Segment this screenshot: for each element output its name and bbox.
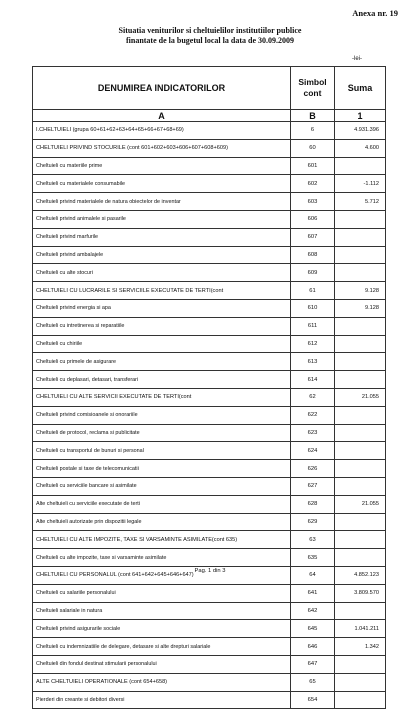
table-row: [33, 228, 386, 246]
column-letter-code: B: [291, 110, 335, 122]
table-row: [33, 264, 386, 282]
row-name-cell: Cheltuieli privind asigurarile sociale: [33, 620, 291, 638]
row-code-cell: 65: [291, 673, 335, 691]
row-name-cell: Cheltuieli cu primele de asigurare: [33, 353, 291, 371]
row-code-cell: 626: [291, 460, 335, 478]
table-row: [33, 299, 386, 317]
row-code-cell: 60: [291, 139, 335, 157]
row-amount-cell: 5.712: [335, 193, 386, 211]
table-row: [33, 406, 386, 424]
row-name-cell: ALTE CHELTUIELI OPERATIONALE (cont 654+658): [33, 673, 291, 691]
document-title: [0, 26, 420, 46]
table-row: [33, 584, 386, 602]
row-name-cell: Cheltuieli privind animalele si pasarile: [33, 210, 291, 228]
row-name-cell: Cheltuieli din fondul destinat stimularii personalului: [33, 655, 291, 673]
row-amount-cell: 21.055: [335, 388, 386, 406]
table-row: [33, 602, 386, 620]
table-row: [33, 477, 386, 495]
row-name-cell: Cheltuieli privind ambalajele: [33, 246, 291, 264]
table-row: [33, 531, 386, 549]
row-code-cell: 606: [291, 210, 335, 228]
row-code-cell: 629: [291, 513, 335, 531]
row-name-cell: CHELTUIELI CU LUCRARILE SI SERVICIILE EXECUTATE DE TERTI(cont: [33, 282, 291, 300]
row-name-cell: Cheltuieli cu intretinerea si reparatiile: [33, 317, 291, 335]
table-row: [33, 282, 386, 300]
row-name-cell: CHELTUIELI CU ALTE SERVICII EXECUTATE DE TERTI(cont: [33, 388, 291, 406]
row-code-cell: 641: [291, 584, 335, 602]
row-code-cell: 654: [291, 691, 335, 709]
row-amount-cell: [335, 406, 386, 424]
row-amount-cell: [335, 460, 386, 478]
row-amount-cell: [335, 371, 386, 389]
table-row: [33, 691, 386, 709]
table-row: [33, 673, 386, 691]
row-amount-cell: [335, 264, 386, 282]
table-row: [33, 122, 386, 140]
row-amount-cell: [335, 549, 386, 567]
row-name-cell: Pierderi din creante si debitori diversi: [33, 691, 291, 709]
row-amount-cell: [335, 335, 386, 353]
row-amount-cell: -1.112: [335, 175, 386, 193]
row-name-cell: Cheltuieli privind materialele de natura obiectelor de inventar: [33, 193, 291, 211]
page-number: Pag. 1 din 3: [194, 568, 226, 574]
title-line-2: finantate de la bugetul local la data de 30.09.2009: [125, 36, 294, 45]
table-row: [33, 549, 386, 567]
row-amount-cell: [335, 228, 386, 246]
row-amount-cell: 4.852.123: [335, 566, 386, 584]
row-amount-cell: [335, 246, 386, 264]
table-row: [33, 388, 386, 406]
row-name-cell: Alte cheltuieli autorizate prin dispozitii legale: [33, 513, 291, 531]
row-amount-cell: [335, 317, 386, 335]
table-row: [33, 495, 386, 513]
row-name-cell: Cheltuieli cu serviciile bancare si asimilate: [33, 477, 291, 495]
row-code-cell: 63: [291, 531, 335, 549]
row-name-cell: CHELTUIELI PRIVIND STOCURILE (cont 601+602+603+606+607+608+609): [33, 139, 291, 157]
annex-number: Anexa nr. 19: [352, 8, 398, 18]
table-row: [33, 210, 386, 228]
row-amount-cell: [335, 442, 386, 460]
row-name-cell: CHELTUIELI CU ALTE IMPOZITE, TAXE SI VARSAMINTE ASIMILATE(cont 635): [33, 531, 291, 549]
row-amount-cell: [335, 424, 386, 442]
row-name-cell: Cheltuieli cu transportul de bunuri si personal: [33, 442, 291, 460]
row-code-cell: 635: [291, 549, 335, 567]
row-amount-cell: 1.041.211: [335, 620, 386, 638]
row-code-cell: 603: [291, 193, 335, 211]
column-letter-amount: 1: [335, 110, 386, 122]
row-amount-cell: [335, 602, 386, 620]
row-amount-cell: [335, 477, 386, 495]
row-amount-cell: [335, 531, 386, 549]
row-code-cell: 607: [291, 228, 335, 246]
row-amount-cell: 4.931.396: [335, 122, 386, 140]
row-name-cell: Cheltuieli privind energia si apa: [33, 299, 291, 317]
row-amount-cell: [335, 210, 386, 228]
row-name-cell: Cheltuieli postale si taxe de telecomunicatii: [33, 460, 291, 478]
row-name-cell: Cheltuieli cu chiriile: [33, 335, 291, 353]
row-name-cell: Cheltuieli de protocol, reclama si publicitate: [33, 424, 291, 442]
row-code-cell: 610: [291, 299, 335, 317]
title-line-1: Situatia veniturilor si cheltuielilor institutiilor publice: [118, 26, 302, 35]
table-row: [33, 460, 386, 478]
row-code-cell: 612: [291, 335, 335, 353]
column-header-amount: Suma: [335, 67, 386, 110]
indicators-table: [32, 66, 386, 709]
table-row: [33, 157, 386, 175]
row-name-cell: Cheltuieli cu materiile prime: [33, 157, 291, 175]
row-code-cell: 61: [291, 282, 335, 300]
table-row: [33, 193, 386, 211]
row-amount-cell: [335, 691, 386, 709]
row-amount-cell: 9.128: [335, 299, 386, 317]
table-row: [33, 246, 386, 264]
column-header-name: DENUMIREA INDICATORILOR: [33, 67, 291, 110]
row-name-cell: Cheltuieli salariale in natura: [33, 602, 291, 620]
row-code-cell: 645: [291, 620, 335, 638]
row-code-cell: 611: [291, 317, 335, 335]
row-code-cell: 623: [291, 424, 335, 442]
row-name-cell: Cheltuieli cu materialele consumabile: [33, 175, 291, 193]
row-name-cell: Cheltuieli cu deplasari, detasari, transferari: [33, 371, 291, 389]
currency-unit: -lei-: [352, 56, 362, 62]
row-name-cell: I.CHELTUIELI (grupa 60+61+62+63+64+65+66+67+68+69): [33, 122, 291, 140]
row-name-cell: Alte cheltuieli cu serviciile executate de terti: [33, 495, 291, 513]
row-amount-cell: 4.600: [335, 139, 386, 157]
row-code-cell: 6: [291, 122, 335, 140]
row-amount-cell: 3.809.570: [335, 584, 386, 602]
table-row: [33, 620, 386, 638]
row-code-cell: 64: [291, 566, 335, 584]
row-amount-cell: 21.055: [335, 495, 386, 513]
row-amount-cell: [335, 655, 386, 673]
row-code-cell: 613: [291, 353, 335, 371]
table-row: [33, 371, 386, 389]
row-amount-cell: 1.342: [335, 638, 386, 656]
column-header-code: Simbol cont: [291, 67, 335, 110]
row-amount-cell: [335, 673, 386, 691]
row-code-cell: 646: [291, 638, 335, 656]
row-name-cell: Cheltuieli cu salariile personalului: [33, 584, 291, 602]
row-code-cell: 614: [291, 371, 335, 389]
table-row: [33, 424, 386, 442]
table-row: [33, 175, 386, 193]
table-row: [33, 139, 386, 157]
table-row: [33, 638, 386, 656]
row-name-cell: Cheltuieli cu indemnizatiile de delegare, detasare si alte drepturi salariale: [33, 638, 291, 656]
row-name-cell: Cheltuieli cu alte stocuri: [33, 264, 291, 282]
row-code-cell: 642: [291, 602, 335, 620]
row-code-cell: 647: [291, 655, 335, 673]
row-code-cell: 628: [291, 495, 335, 513]
row-code-cell: 609: [291, 264, 335, 282]
row-code-cell: 624: [291, 442, 335, 460]
column-letter-name: A: [33, 110, 291, 122]
table-header-row: [33, 67, 386, 110]
row-amount-cell: [335, 513, 386, 531]
row-name-cell: Cheltuieli cu alte impozite, taxe si varsaminte asimilate: [33, 549, 291, 567]
row-code-cell: 602: [291, 175, 335, 193]
row-name-cell: Cheltuieli privind comisioanele si onorariile: [33, 406, 291, 424]
row-amount-cell: [335, 157, 386, 175]
row-amount-cell: [335, 353, 386, 371]
row-code-cell: 608: [291, 246, 335, 264]
table-row: [33, 513, 386, 531]
table-row: [33, 655, 386, 673]
column-letters-row: [33, 110, 386, 122]
table-row: [33, 335, 386, 353]
row-code-cell: 627: [291, 477, 335, 495]
table-row: [33, 317, 386, 335]
row-code-cell: 601: [291, 157, 335, 175]
row-name-cell: CHELTUIELI CU PERSONALUL (cont 641+642+645+646+647): [33, 566, 291, 584]
row-code-cell: 622: [291, 406, 335, 424]
row-amount-cell: 9.128: [335, 282, 386, 300]
table-row: [33, 353, 386, 371]
table-row: [33, 442, 386, 460]
row-code-cell: 62: [291, 388, 335, 406]
row-name-cell: Cheltuieli privind marfurile: [33, 228, 291, 246]
